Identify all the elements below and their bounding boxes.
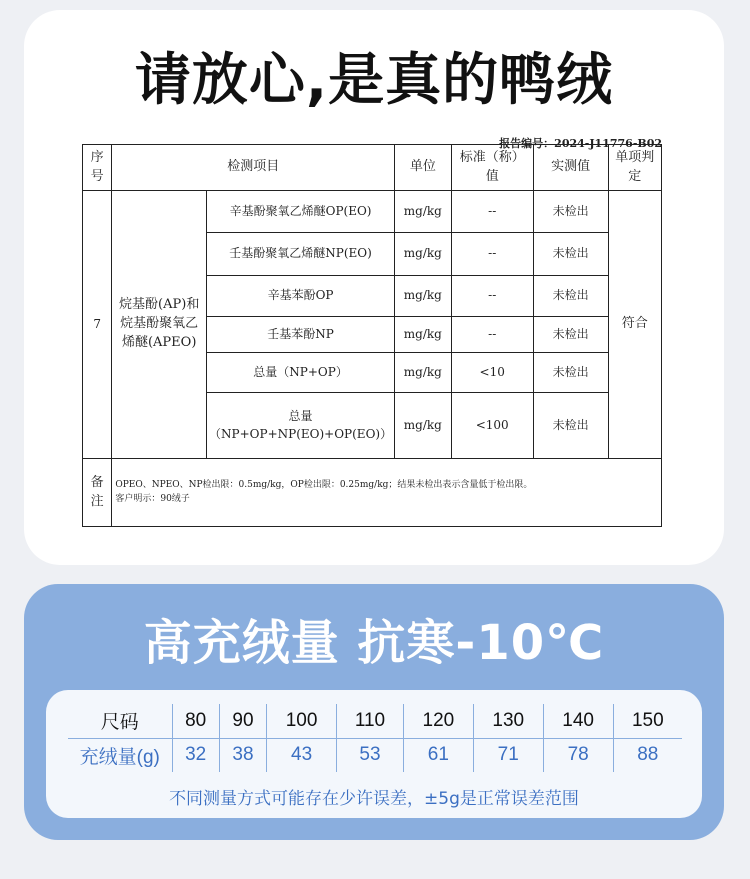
header-unit: 单位 bbox=[395, 145, 451, 191]
unit-cell: mg/kg bbox=[395, 353, 451, 393]
size-cell: 120 bbox=[403, 704, 473, 738]
standard-cell: <10 bbox=[451, 353, 533, 393]
standard-cell: -- bbox=[451, 191, 533, 233]
result-cell: 未检出 bbox=[533, 317, 608, 353]
table-row bbox=[83, 191, 662, 233]
size-table bbox=[68, 704, 682, 772]
note-line: OPEO、NPEO、NP检出限：0.5mg/kg，OP检出限：0.25mg/kg；结果未检出表示含量低于检出限。 bbox=[115, 480, 533, 491]
item-cell: 壬基酚聚氧乙烯醚NP(EO) bbox=[207, 233, 395, 276]
fill-amount-card bbox=[24, 584, 724, 840]
fill-cell: 32 bbox=[172, 738, 219, 772]
header-seq: 序号 bbox=[83, 145, 112, 191]
size-cell: 130 bbox=[473, 704, 543, 738]
unit-cell: mg/kg bbox=[395, 191, 451, 233]
report-number: 报告编号：2024-J11776-B02 bbox=[499, 137, 662, 150]
size-cell: 100 bbox=[267, 704, 337, 738]
size-cell: 110 bbox=[337, 704, 404, 738]
item-cell: 总量（NP+OP） bbox=[207, 353, 395, 393]
seq-cell: 7 bbox=[83, 191, 112, 459]
test-report-table bbox=[82, 144, 662, 527]
note-cell bbox=[112, 459, 662, 527]
result-cell: 未检出 bbox=[533, 393, 608, 459]
unit-cell: mg/kg bbox=[395, 276, 451, 317]
fill-cell: 61 bbox=[403, 738, 473, 772]
standard-cell: -- bbox=[451, 233, 533, 276]
size-cell: 140 bbox=[543, 704, 613, 738]
size-panel bbox=[46, 690, 702, 818]
note-line: 客户明示：90绒子 bbox=[115, 493, 190, 504]
page-title: 请放心,是真的鸭绒 bbox=[134, 48, 614, 113]
size-cell: 90 bbox=[219, 704, 266, 738]
fill-label: 充绒量(g) bbox=[79, 746, 160, 768]
item-cell: 辛基酚聚氧乙烯醚OP(EO) bbox=[207, 191, 395, 233]
fill-cell: 43 bbox=[267, 738, 337, 772]
category-cell: 烷基酚(AP)和烷基酚聚氧乙烯醚(APEO) bbox=[112, 191, 207, 459]
unit-cell: mg/kg bbox=[395, 233, 451, 276]
standard-cell: <100 bbox=[451, 393, 533, 459]
size-row bbox=[68, 704, 682, 738]
unit-cell: mg/kg bbox=[395, 393, 451, 459]
result-cell: 未检出 bbox=[533, 276, 608, 317]
header-verdict: 单项判定 bbox=[608, 145, 661, 191]
header-standard: 标准（称）值 bbox=[451, 145, 533, 191]
result-cell: 未检出 bbox=[533, 233, 608, 276]
fill-cell: 38 bbox=[219, 738, 266, 772]
table-header-row bbox=[83, 145, 662, 191]
report-card bbox=[24, 10, 724, 565]
fill-headline: 高充绒量 抗寒-10℃ bbox=[143, 615, 605, 671]
fill-cell: 53 bbox=[337, 738, 404, 772]
unit-cell: mg/kg bbox=[395, 317, 451, 353]
standard-cell: -- bbox=[451, 317, 533, 353]
result-cell: 未检出 bbox=[533, 353, 608, 393]
item-cell: 辛基苯酚OP bbox=[207, 276, 395, 317]
result-cell: 未检出 bbox=[533, 191, 608, 233]
note-label: 备注 bbox=[83, 459, 112, 527]
fill-cell: 71 bbox=[473, 738, 543, 772]
standard-cell: -- bbox=[451, 276, 533, 317]
item-cell: 壬基苯酚NP bbox=[207, 317, 395, 353]
note-row bbox=[83, 459, 662, 527]
verdict-cell: 符合 bbox=[608, 191, 661, 459]
header-result: 实测值 bbox=[533, 145, 608, 191]
fill-cell: 78 bbox=[543, 738, 613, 772]
header-item: 检测项目 bbox=[112, 145, 395, 191]
size-cell: 80 bbox=[172, 704, 219, 738]
item-cell: 总量（NP+OP+NP(EO)+OP(EO)） bbox=[207, 393, 395, 459]
tolerance-note: 不同测量方式可能存在少许误差，±5g是正常误差范围 bbox=[169, 789, 579, 809]
fill-row bbox=[68, 738, 682, 772]
size-label: 尺码 bbox=[68, 704, 172, 738]
fill-cell: 88 bbox=[613, 738, 682, 772]
size-cell: 150 bbox=[613, 704, 682, 738]
